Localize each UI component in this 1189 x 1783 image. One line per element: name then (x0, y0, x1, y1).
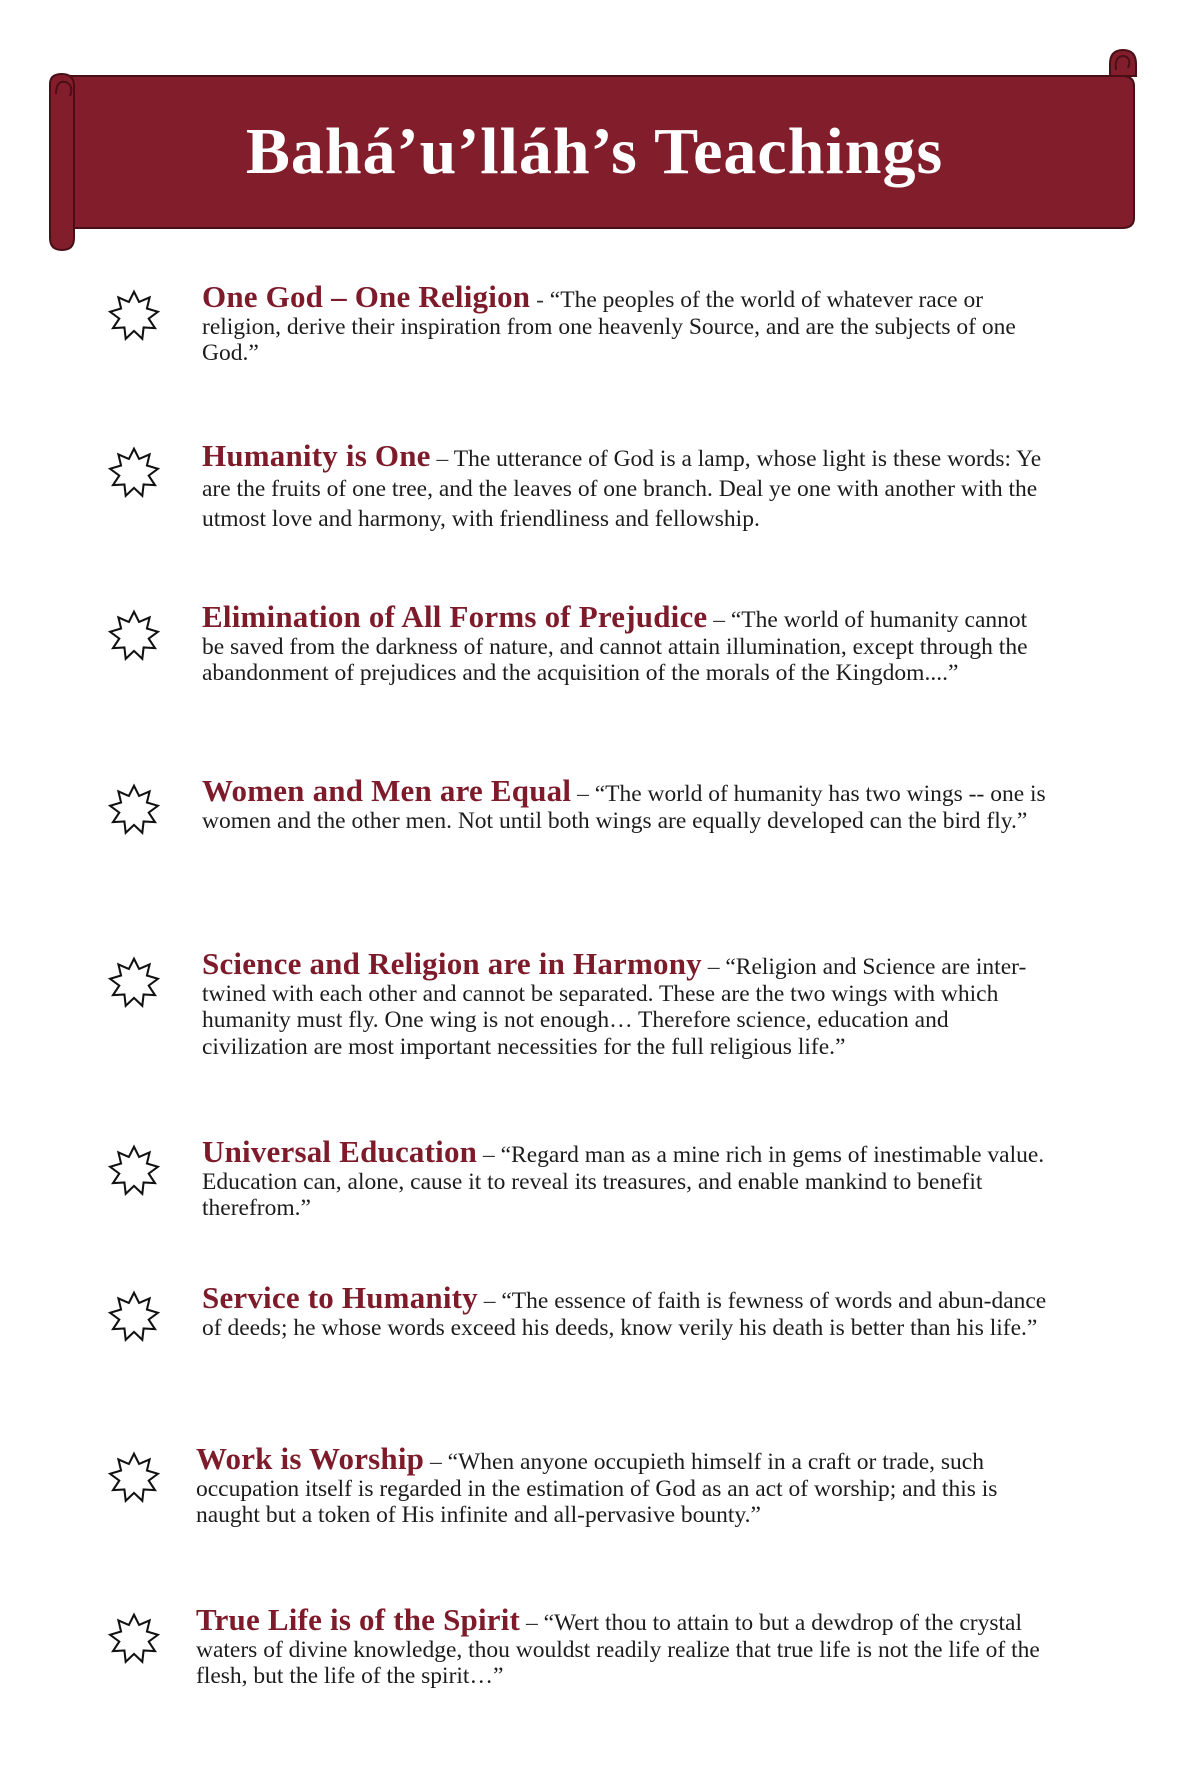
title-banner (0, 0, 1189, 270)
list-item (106, 1602, 1066, 1727)
list-item (106, 279, 1066, 404)
list-item (106, 1280, 1066, 1405)
nine-pointed-star-icon (106, 288, 162, 344)
teaching-text (202, 773, 1054, 834)
teaching-text (202, 946, 1054, 1060)
nine-pointed-star-icon (106, 1143, 162, 1199)
teaching-quote: The utterance of God is a lamp, whose light is these words: Ye are the fruits of one tree, and the leaves of one branch. Deal ye one with another with the utmost love and harmony, with friendliness and fellowship. (202, 446, 1042, 532)
teaching-separator: – (571, 781, 595, 807)
teaching-separator: – (520, 1610, 544, 1636)
nine-pointed-star-icon (106, 955, 162, 1011)
teaching-title: True Life is of the Spirit (196, 1602, 521, 1637)
teaching-text (196, 1602, 1048, 1690)
teaching-text (202, 438, 1054, 534)
teaching-quote: “Regard man as a mine rich in gems of inestimable value. Education can, alone, cause it to reveal its treasures, and enable mankind to benefit therefrom.” (202, 1142, 1045, 1221)
teaching-quote: “When anyone occupieth himself in a craft or trade, such occupation itself is regarded in the estimation of God as an act of worship; and this is naught but a token of His infinite and all-pervasive bounty.” (196, 1449, 998, 1528)
teaching-separator: - (530, 287, 550, 313)
teaching-text (202, 599, 1054, 687)
nine-pointed-star-icon (106, 445, 162, 501)
teaching-quote: “Religion and Science are inter-twined with each other and cannot be separated. These are the two wings with which humanity must fly. One wing is not enough… Therefore science, education and civilization are most important necessities for the full religious life.” (202, 954, 1027, 1060)
teaching-title: Universal Education (202, 1134, 478, 1169)
teaching-quote: “The world of humanity has two wings -- one is women and the other men. Not until both wings are equally developed can the bird fly.” (202, 781, 1046, 834)
teaching-title: One God – One Religion (202, 279, 531, 314)
teaching-title: Work is Worship (196, 1441, 425, 1476)
teaching-text (202, 279, 1054, 367)
list-item (106, 438, 1066, 561)
teaching-quote: “The essence of faith is fewness of words and abun-dance of deeds; he whose words exceed his deeds, know verily his death is better than his life.” (202, 1288, 1047, 1341)
teaching-title: Elimination of All Forms of Prejudice (202, 599, 708, 634)
teaching-separator: – (701, 954, 726, 980)
list-item (106, 773, 1066, 898)
teaching-separator: – (477, 1288, 502, 1314)
list-item (106, 946, 1066, 1071)
teaching-quote: “The peoples of the world of whatever race or religion, derive their inspiration from one heavenly Source, and are the subjects of one God.” (202, 287, 1016, 366)
nine-pointed-star-icon (106, 1450, 162, 1506)
nine-pointed-star-icon (106, 782, 162, 838)
list-item (106, 1134, 1066, 1259)
nine-pointed-star-icon (106, 1289, 162, 1345)
teaching-quote: “The world of humanity cannot be saved from the darkness of nature, and cannot attain illumination, except through the abandonment of prejudices and the acquisition of the morals of the Kingdom....” (202, 607, 1028, 686)
teaching-separator: – (430, 446, 454, 472)
teaching-title: Service to Humanity (202, 1280, 478, 1315)
list-item (106, 1441, 1066, 1566)
teaching-quote: “Wert thou to attain to but a dewdrop of the crystal waters of divine knowledge, thou wouldst readily realize that true life is not the life of the flesh, but the life of the spirit…” (196, 1610, 1040, 1689)
list-item (106, 599, 1066, 724)
nine-pointed-star-icon (106, 608, 162, 664)
teaching-title: Humanity is One (202, 438, 431, 473)
teaching-text (202, 1134, 1054, 1222)
teaching-title: Science and Religion are in Harmony (202, 946, 702, 981)
teaching-separator: – (707, 607, 731, 633)
page-title: Bahá’u’lláh’s Teachings (245, 115, 944, 188)
teaching-separator: – (424, 1449, 448, 1475)
teaching-text (196, 1441, 1048, 1529)
nine-pointed-star-icon (106, 1611, 162, 1667)
teaching-separator: – (477, 1142, 501, 1168)
teaching-title: Women and Men are Equal (202, 773, 572, 808)
teaching-text (202, 1280, 1054, 1341)
